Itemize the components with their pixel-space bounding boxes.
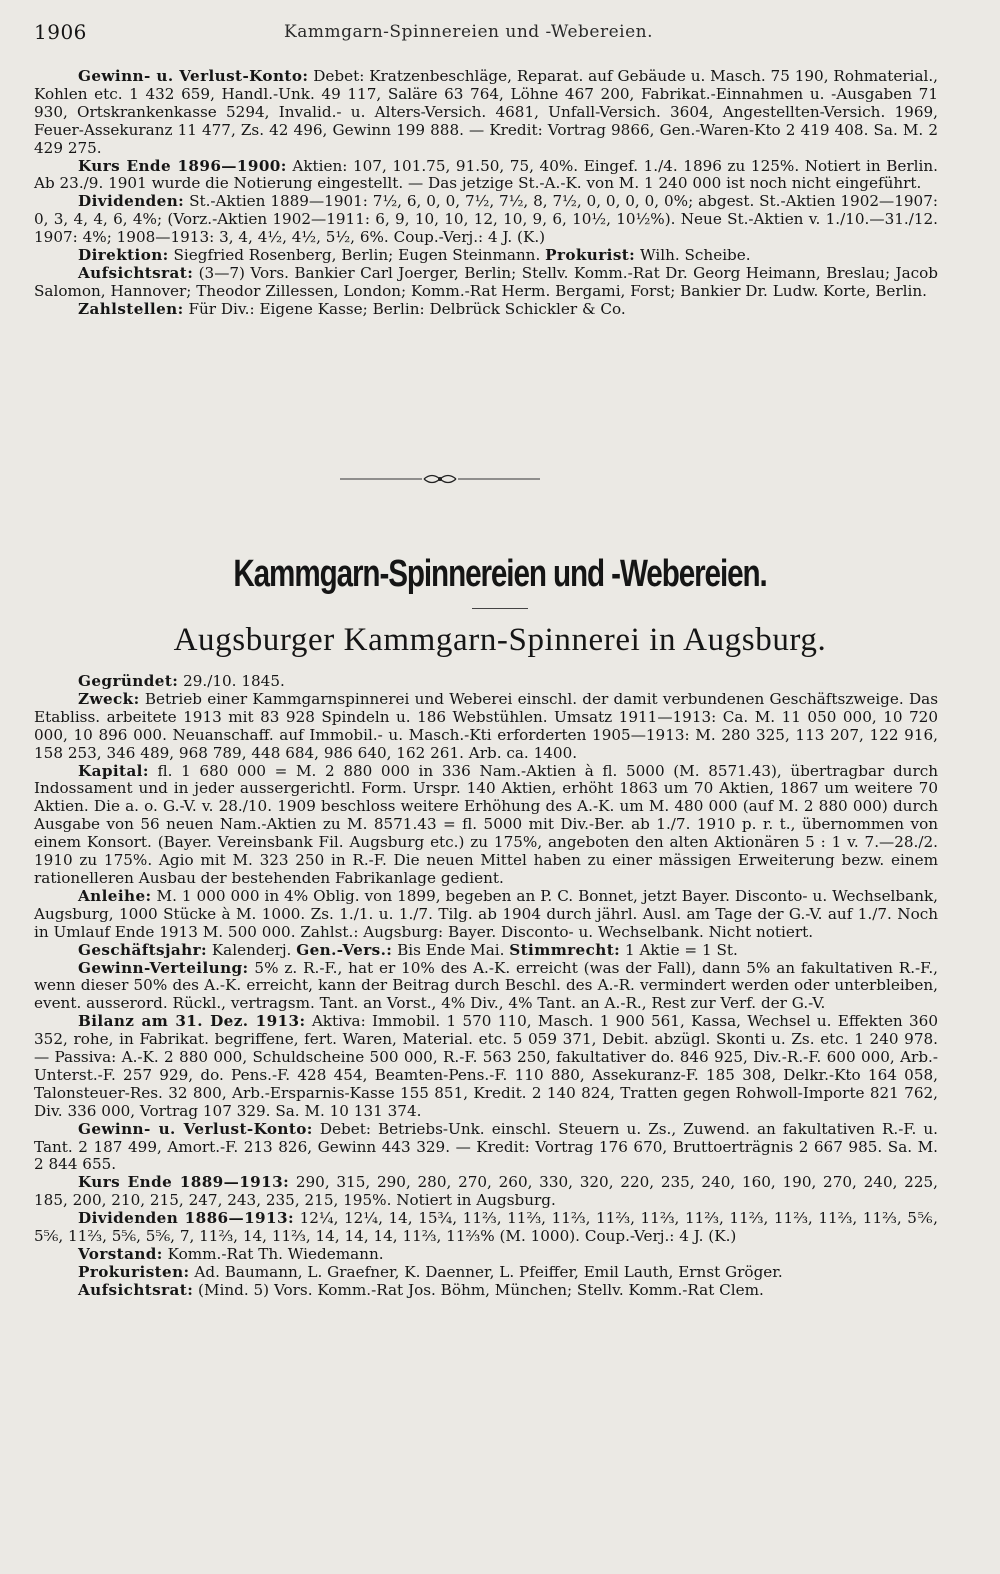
- purpose-text: Betrieb einer Kammgarnspinnerei und Weberei einschl. der damit verbundenen Geschäftszweige. Das Etabliss. arbeitete 1913 mit 83 928 Spindeln u. 186 Webstühlen. Umsatz 1911—1913: Ca. M. 11 050 000, 10 720 000, 10 896 000. Neuanschaff. auf Immobil.- u. Masch.-Kti erforderten 1905—1913: M. 280 325, 113 207, 122 916, 158 253, 346 489, 968 789, 448 684, 986 640, 162 261. Arb. ca. 1400.: [34, 689, 938, 762]
- company-share-price-paragraph: [34, 1174, 938, 1210]
- company-profit-loss-text: Debet: Betriebs-Unk. einschl. Steuern u. Zs., Zuwend. an fakultativen R.-F. u. Tant. 2 187 499, Amort.-F. 213 826, Gewinn 443 329. — Kredit: Vortrag 176 670, Bruttoerträgnis 2 667 985. Sa. M. 2 844 655.: [34, 1119, 939, 1174]
- section-ornament: [340, 470, 540, 488]
- authorized-officers-label: Prokuristen:: [78, 1262, 190, 1281]
- share-price-label: Kurs Ende 1896—1900:: [78, 156, 287, 175]
- company-dividends-label: Dividenden 1886—1913:: [78, 1209, 294, 1228]
- balance-sheet-text: Aktiva: Immobil. 1 570 110, Masch. 1 900 561, Kassa, Wechsel u. Effekten 360 352, rohe, in Fabrikat. begriffene, fert. Waren, Material. etc. 5 059 371, Debit. abzügl. Skonti u. Zs. etc. 1 240 978. — Passiva: A.-K. 2 880 000, Schuldscheine 500 000, R.-F. 563 250, fakultativer do. 846 925, Div.-R.-F. 600 000, Arb.-Unterst.-F. 257 929, do. Pens.-F. 428 454, Beamten-Pens.-F. 110 880, Assekuranz-F. 185 308, Delkr.-Kto 164 058, Talonsteuer-Res. 32 800, Arb.-Ersparnis-Kasse 155 851, Kredit. 2 140 824, Tratten gegen Rohwoll-Importe 821 762, Div. 336 000, Vortrag 107 329. Sa. M. 10 131 374.: [34, 1012, 939, 1120]
- management-text: Siegfried Rosenberg, Berlin; Eugen Steinmann.: [173, 246, 541, 265]
- capital-label: Kapital:: [78, 761, 149, 780]
- voting-right-text: 1 Aktie = 1 St.: [624, 940, 738, 959]
- paying-agents-text: Für Div.: Eigene Kasse; Berlin: Delbrück Schickler & Co.: [188, 299, 626, 318]
- bond-label: Anleihe:: [78, 886, 152, 905]
- dividends-paragraph: [34, 193, 938, 247]
- company-share-price-label: Kurs Ende 1889—1913:: [78, 1173, 290, 1192]
- company-profit-loss-paragraph: [34, 1121, 938, 1175]
- profit-distribution-paragraph: [34, 960, 938, 1014]
- dividends-text: St.-Aktien 1889—1901: 7½, 6, 0, 0, 7½, 7½, 8, 7½, 0, 0, 0, 0, 0%; abgest. St.-Aktien 1902—1907: 0, 3, 4, 4, 6, 4%; (Vorz.-Aktien 1902—1911: 6, 9, 10, 10, 12, 10, 9, 6, 10½, 10½%). Neue St.-Aktien v. 1./10.—31./12. 1907: 4%; 1908—1913: 3, 4, 4½, 4½, 5½, 6%. Coup.-Verj.: 4 J. (K.): [34, 192, 938, 247]
- company-entry: [34, 673, 938, 1300]
- fiscal-year-label: Geschäftsjahr:: [78, 940, 207, 959]
- balance-sheet-paragraph: [34, 1013, 938, 1120]
- share-price-paragraph: [34, 158, 938, 194]
- share-price-text: Aktien: 107, 101.75, 91.50, 75, 40%. Eingef. 1./4. 1896 zu 125%. Notiert in Berlin. Ab 23./9. 1901 wurde die Notierung eingestellt. — Das jetzige St.-A.-K. von M. 1 240 000 ist noch nicht eingeführt.: [34, 156, 939, 193]
- company-supervisory-board-text: (Mind. 5) Vors. Komm.-Rat Jos. Böhm, München; Stellv. Komm.-Rat Clem.: [198, 1280, 764, 1299]
- general-meeting-label: Gen.-Vers.:: [296, 940, 393, 959]
- authorized-officer-text: Wilh. Scheibe.: [640, 246, 751, 265]
- profit-distribution-text: 5% z. R.-F., hat er 10% des A.-K. erreicht (was der Fall), dann 5% an fakultativen R.-F., wenn dieser 50% des A.-K. erreicht, kann der Beitrag durch Beschl. des A.-R. vermindert werden oder unterbleiben, event. ausserord. Rückl., vertragsm. Tant. an Vorst., 4% Div., 4% Tant. an A.-R., Rest zur Verf. der G.-V.: [34, 958, 938, 1013]
- company-dividends-text: 12¼, 12¼, 14, 15¾, 11⅔, 11⅔, 11⅔, 11⅔, 11⅔, 11⅔, 11⅔, 11⅔, 11⅔, 11⅔, 5⅚, 5⅚, 11⅔, 5⅚, 5⅚, 7, 11⅔, 14, 11⅔, 14, 14, 14, 11⅔, 11⅔% (M. 1000). Coup.-Verj.: 4 J. (K.): [34, 1209, 938, 1246]
- balance-sheet-label: Bilanz am 31. Dez. 1913:: [78, 1012, 306, 1031]
- paying-agents-label: Zahlstellen:: [78, 299, 184, 318]
- company-dividends-paragraph: [34, 1210, 938, 1246]
- company-profit-loss-label: Gewinn- u. Verlust-Konto:: [78, 1119, 313, 1138]
- authorized-officers-text: Ad. Baumann, L. Graefner, K. Daenner, L. Pfeiffer, Emil Lauth, Ernst Gröger.: [194, 1262, 783, 1281]
- profit-loss-paragraph: [34, 68, 938, 158]
- founded-text: 29./10. 1845.: [183, 672, 285, 690]
- fiscal-year-text: Kalenderj.: [211, 940, 292, 959]
- fiscal-year-paragraph: [34, 942, 938, 960]
- bond-paragraph: [34, 888, 938, 942]
- capital-text: fl. 1 680 000 = M. 2 880 000 in 336 Nam.-Aktien à fl. 5000 (M. 8571.43), übertragbar durch Indossament und in jeder aussergerichtl. Form. Urspr. 140 Aktien, erhöht 1863 um 70 Aktien, 1867 um weitere 70 Aktien. Die a. o. G.-V. v. 28./10. 1909 beschloss weitere Erhöhung des A.-K. um M. 480 000 (auf M. 2 880 000) durch Ausgabe von 56 neuen Nam.-Aktien zu M. 8571.43 = fl. 5000 mit Div.-Ber. ab 1./7. 1910 p. r. t., übernommen von einem Konsort. (Bayer. Vereinsbank Fil. Augsburg etc.) zu 175%, angeboten den alten Aktionären 5 : 1 v. 7.—28./2. 1910 zu 175%. Agio mit M. 323 250 in R.-F. Die neuen Mittel haben zu einer mässigen Erweiterung bezw. einem rationelleren Ausbau der bestehenden Fabrikanlage gedient.: [34, 761, 938, 887]
- purpose-paragraph: [34, 691, 938, 763]
- general-meeting-text: Bis Ende Mai.: [397, 940, 505, 959]
- paying-agents-paragraph: [34, 301, 938, 319]
- bond-text: M. 1 000 000 in 4% Oblig. von 1899, begeben an P. C. Bonnet, jetzt Bayer. Disconto- u. Wechselbank, Augsburg, 1000 Stücke à M. 1000. Zs. 1./1. u. 1./7. Tilg. ab 1904 durch jährl. Ausl. am Tage der G.-V. auf 1./7. Noch in Umlauf Ende 1913 M. 500 000. Zahlst.: Augsburg: Bayer. Disconto- u. Wechselbank. Nicht notiert.: [34, 886, 939, 941]
- page-number: 1906: [34, 20, 87, 44]
- management-paragraph: [34, 247, 938, 265]
- title-divider: [472, 608, 528, 609]
- running-title: Kammgarn-Spinnereien und -Webereien.: [284, 22, 653, 42]
- founded-paragraph: [34, 673, 938, 691]
- voting-right-label: Stimmrecht:: [509, 940, 621, 959]
- purpose-label: Zweck:: [78, 689, 140, 708]
- section-title: Kammgarn-Spinnereien und -Webereien.: [233, 553, 767, 595]
- profit-loss-label: Gewinn- u. Verlust-Konto:: [78, 67, 309, 85]
- company-supervisory-board-label: Aufsichtsrat:: [78, 1280, 194, 1299]
- supervisory-board-text: (3—7) Vors. Bankier Carl Joerger, Berlin; Stellv. Komm.-Rat Dr. Georg Heimann, Breslau; Jacob Salomon, Hannover; Theodor Zillessen, London; Komm.-Rat Herm. Bergami, Forst; Bankier Dr. Ludw. Korte, Berlin.: [34, 263, 938, 300]
- company-supervisory-board-paragraph: [34, 1282, 938, 1300]
- board-text: Komm.-Rat Th. Wiedemann.: [167, 1245, 384, 1263]
- previous-company-entry: [34, 68, 938, 319]
- management-label: Direktion:: [78, 246, 169, 265]
- profit-distribution-label: Gewinn-Verteilung:: [78, 958, 249, 977]
- dividends-label: Dividenden:: [78, 192, 185, 211]
- supervisory-board-paragraph: [34, 265, 938, 301]
- capital-paragraph: [34, 763, 938, 888]
- authorized-officer-label: Prokurist:: [545, 246, 636, 265]
- board-label: Vorstand:: [78, 1245, 163, 1263]
- authorized-officers-paragraph: [34, 1264, 938, 1282]
- profit-loss-text: Debet: Kratzenbeschläge, Reparat. auf Gebäude u. Masch. 75 190, Rohmaterial., Kohlen etc. 1 432 659, Handl.-Unk. 49 117, Saläre 63 764, Löhne 467 200, Fabrikat.-Einnahmen u. -Ausgaben 71 930, Ortskrankenkasse 5294, Invalid.- u. Alters-Versich. 4681, Unfall-Versich. 3604, Angestellten-Versich. 1969, Feuer-Assekuranz 11 477, Zs. 42 496, Gewinn 199 888. — Kredit: Vortrag 9866, Gen.-Waren-Kto 2 419 408. Sa. M. 2 429 275.: [34, 67, 939, 157]
- board-paragraph: [34, 1246, 938, 1264]
- founded-label: Gegründet:: [78, 672, 179, 690]
- company-title: Augsburger Kammgarn-Spinnerei in Augsburg.: [173, 622, 827, 658]
- company-share-price-text: 290, 315, 290, 280, 270, 260, 330, 320, 220, 235, 240, 160, 190, 270, 240, 225, 185, 200, 210, 215, 247, 243, 235, 215, 195%. Notiert in Augsburg.: [34, 1173, 938, 1210]
- supervisory-board-label: Aufsichtsrat:: [78, 263, 194, 282]
